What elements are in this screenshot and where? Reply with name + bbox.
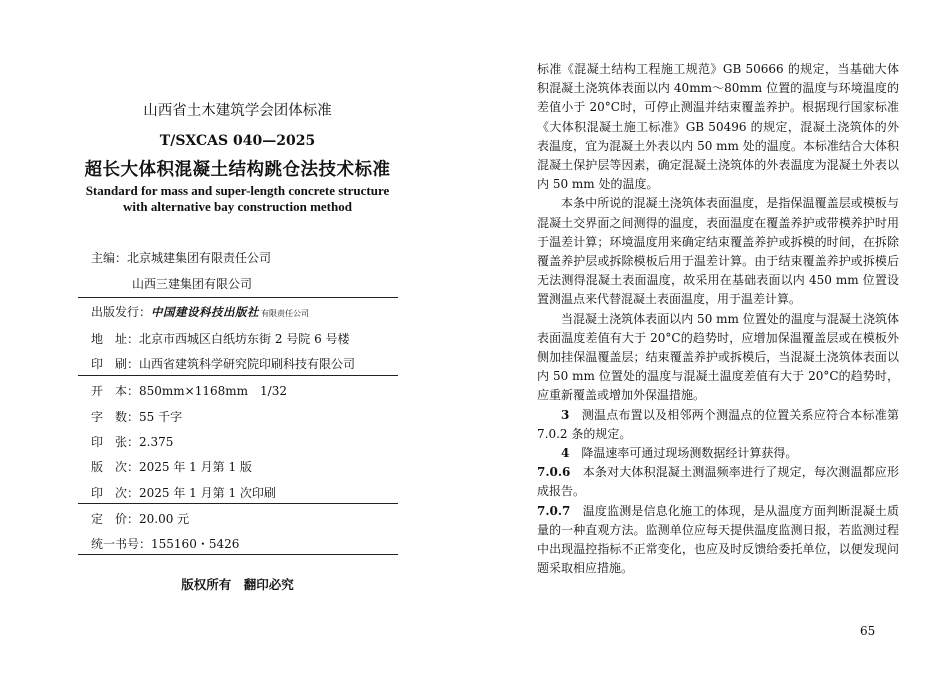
- words-label: 字 数：: [91, 410, 140, 424]
- item-text: 降温速率可通过现场测数据经计算获得。: [581, 446, 798, 461]
- printing-label: 印 次：: [91, 486, 140, 500]
- divider: [78, 503, 398, 504]
- title-english-line-2: with alternative bay construction method: [123, 199, 352, 214]
- isbn-label: 统一书号：: [91, 537, 152, 551]
- chief-editor-row: [91, 249, 271, 266]
- format-label: 开 本：: [91, 384, 140, 398]
- clause-number: 7.0.6: [537, 465, 571, 480]
- standard-number: T/SXCAS 040—2025: [159, 133, 316, 149]
- printer-row: [91, 355, 355, 372]
- price-row: [91, 510, 189, 527]
- publisher-logo: 中国建设科技出版社: [151, 305, 260, 319]
- paragraph: [537, 463, 899, 501]
- clause-text: 温度监测是信息化施工的体现，是从温度方面判断混凝土质量的一种直观方法。监测单位应每天提供温度监测日报，若监测过程中出现温控指标不正常变化，也应及时反馈给委托单位，以便发现问题采取相应措施。: [537, 503, 899, 576]
- paragraph: [537, 444, 899, 463]
- words-value: 55 千字: [139, 410, 183, 424]
- publisher-row: [91, 303, 309, 320]
- isbn-value: 155160・5426: [151, 537, 240, 551]
- clause-text: 本条对大体积混凝土测温频率进行了规定，每次测温都应形成报告。: [537, 465, 899, 499]
- copyright-notice: 版权所有 翻印必究: [181, 577, 294, 592]
- issuing-organization: 山西省土木建筑学会团体标准: [143, 103, 332, 119]
- sheets-value: 2.375: [139, 435, 174, 449]
- format-row: [91, 382, 287, 399]
- isbn-row: [91, 535, 239, 552]
- item-text: 测温点布置以及相邻两个测温点的位置关系应符合本标准第 7.0.2 条的规定。: [537, 407, 899, 441]
- edition-label: 版 次：: [91, 460, 140, 474]
- sheets-label: 印 张：: [91, 435, 140, 449]
- divider: [78, 297, 398, 298]
- clause-number: 7.0.7: [537, 503, 571, 518]
- divider: [78, 554, 398, 555]
- sheets-row: [91, 433, 173, 450]
- printer-label: 印 刷：: [91, 357, 140, 371]
- format-value: 850mm×1168mm 1/32: [139, 384, 287, 398]
- paragraph: [537, 406, 899, 444]
- address-row: [91, 330, 350, 347]
- item-number: 4: [561, 446, 570, 461]
- body-text: [537, 60, 899, 578]
- printing-row: [91, 484, 276, 501]
- title-chinese: 超长大体积混凝土结构跳仓法技术标准: [84, 160, 391, 180]
- printing-value: 2025 年 1 月第 1 次印刷: [139, 486, 276, 500]
- paragraph: 本条中所说的混凝土浇筑体表面温度，是指保温覆盖层或模板与混凝土交界面之间测得的温度，表面温度在覆盖养护或带模养护时用于温差计算；环境温度用来确定结束覆盖养护或拆模的时间，在拆除覆盖养护层或拆除模板后用于温差计算。由于结束覆盖养护或拆模后无法测得混凝土表面温度，故采用在基础表面以内 450 mm 位置设置测温点来代替混凝土表面温度，用于温差计算。: [537, 196, 899, 307]
- edition-value: 2025 年 1 月第 1 版: [139, 460, 252, 474]
- publisher-label: 出版发行：: [91, 305, 152, 319]
- price-value: 20.00 元: [139, 512, 190, 526]
- printer-value: 山西省建筑科学研究院印刷科技有限公司: [139, 357, 356, 371]
- page-number: 65: [860, 624, 876, 638]
- chief-editor-2: 山西三建集团有限公司: [132, 277, 253, 291]
- divider: [78, 375, 398, 376]
- price-label: 定 价：: [91, 512, 140, 526]
- edition-row: [91, 458, 252, 475]
- item-number: 3: [561, 407, 570, 422]
- paragraph: [537, 502, 899, 579]
- title-english: [60, 183, 415, 215]
- address-label: 地 址：: [91, 332, 140, 346]
- publisher-logo-suffix: 有限责任公司: [261, 309, 310, 318]
- chief-editor-1: 北京城建集团有限责任公司: [127, 251, 272, 265]
- address-value: 北京市西城区白纸坊东街 2 号院 6 号楼: [139, 332, 350, 346]
- title-english-line-1: Standard for mass and super-length concrete structure: [85, 183, 390, 198]
- chief-editor-label: 主编：: [91, 251, 128, 265]
- paragraph: 标准《混凝土结构工程施工规范》GB 50666 的规定，当基础大体积混凝土浇筑体表面以内 40mm～80mm 位置的温度与环境温度的差值小于 20°C时，可停止测温并结束覆盖养护。根据现行国家标准《大体积混凝土施工标准》GB 50496 的规定，混凝土浇筑体的外表温度，宜为混凝土外表以内 50 mm 处的温度。本标准结合大体积混凝土保护层等因素，确定混凝土浇筑体的外表温度为混凝土外表以内 50 mm 处的温度。: [537, 62, 899, 192]
- paragraph: 当混凝土浇筑体表面以内 50 mm 位置处的温度与混凝土浇筑体表面温度差值有大于 20°C的趋势时，应增加保温覆盖层或在模板外侧加挂保温覆盖层；结束覆盖养护或拆模后，当混凝土浇筑体表面以内 50 mm 位置处的温度与混凝土温度差值有大于 20°C的趋势时，应重新覆盖或增加外保温措施。: [537, 311, 899, 403]
- words-row: [91, 408, 182, 425]
